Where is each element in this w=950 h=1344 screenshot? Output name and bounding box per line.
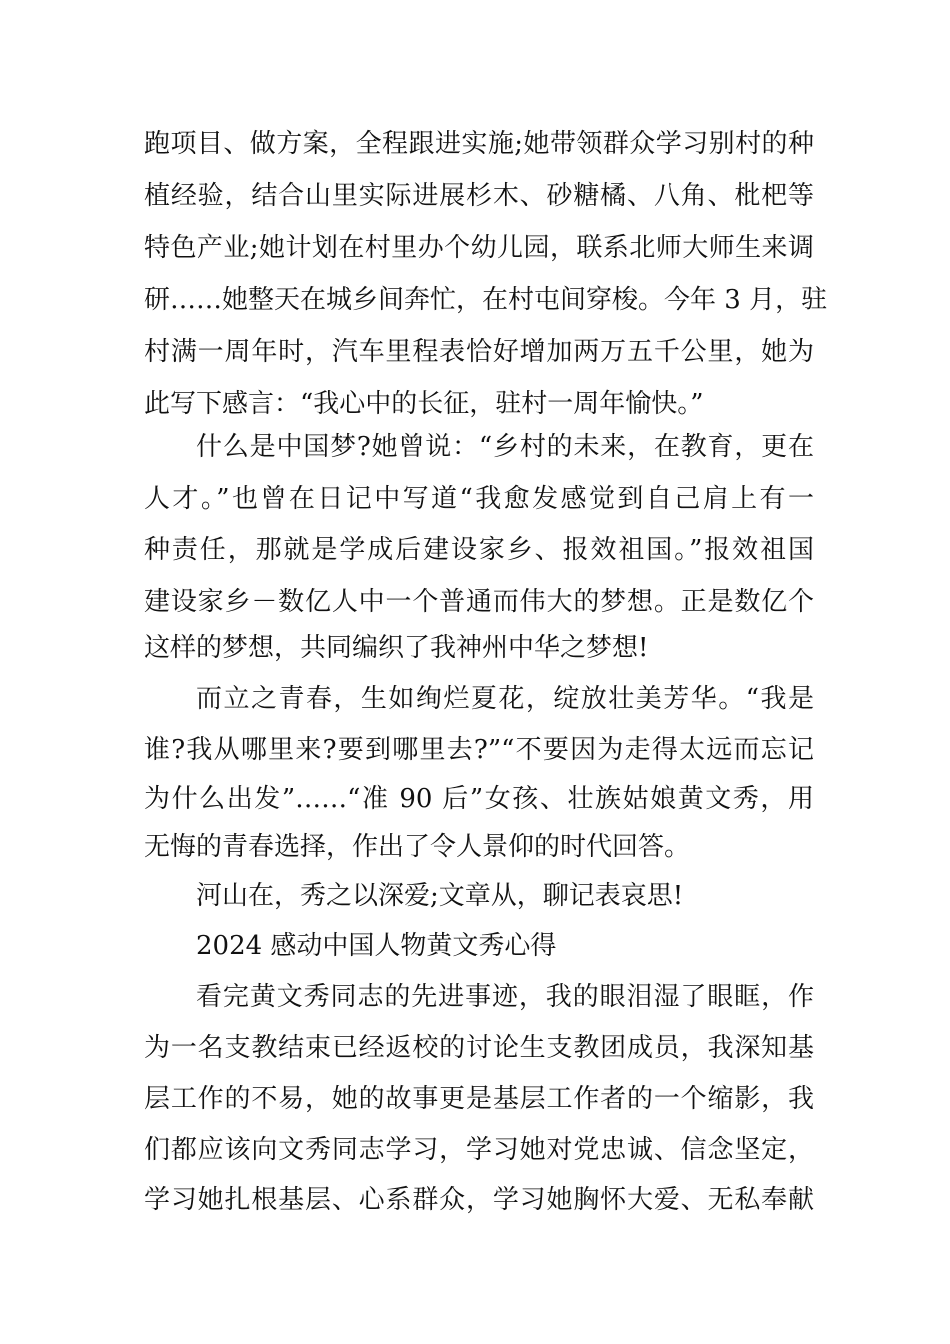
text-line: 这样的梦想，共同编织了我神州中华之梦想! <box>144 633 649 663</box>
paragraph-first-line: 而立之青春，生如绚烂夏花，绽放壮美芳华。“我是 <box>196 684 814 714</box>
text-line: 学习她扎根基层、心系群众，学习她胸怀大爱、无私奉献 <box>144 1185 814 1215</box>
text-line: 此写下感言：“我心中的长征，驻村一周年愉快。” <box>144 389 704 419</box>
text-line: 村满一周年时，汽车里程表恰好增加两万五千公里，她为 <box>144 337 814 367</box>
text-line: 建设家乡－数亿人中一个普通而伟大的梦想。正是数亿个 <box>144 587 814 617</box>
text-line: 们都应该向文秀同志学习，学习她对党忠诚、信念坚定， <box>144 1135 814 1165</box>
text-line: 人才。”也曾在日记中写道“我愈发感觉到自己肩上有一 <box>144 484 814 514</box>
text-line: 谁?我从哪里来?要到哪里去?”“不要因为走得太远而忘记 <box>144 735 814 765</box>
text-line: 为什么出发”……“准 90 后”女孩、壮族姑娘黄文秀，用 <box>144 784 814 814</box>
text-line: 无悔的青春选择，作出了令人景仰的时代回答。 <box>144 832 691 862</box>
paragraph-first-line: 看完黄文秀同志的先进事迹，我的眼泪湿了眼眶，作 <box>196 982 814 1012</box>
text-line: 为一名支教结束已经返校的讨论生支教团成员，我深知基 <box>144 1033 814 1063</box>
text-line: 研……她整天在城乡间奔忙，在村屯间穿梭。今年 3 月，驻 <box>144 285 828 315</box>
text-line: 层工作的不易，她的故事更是基层工作者的一个缩影，我 <box>144 1084 814 1114</box>
text-line: 植经验，结合山里实际进展杉木、砂糖橘、八角、枇杷等 <box>144 181 814 211</box>
section-heading: 2024 感动中国人物黄文秀心得 <box>196 931 557 961</box>
paragraph-first-line: 什么是中国梦?她曾说：“乡村的未来，在教育，更在 <box>196 432 814 462</box>
text-line: 特色产业;她计划在村里办个幼儿园，联系北师大师生来调 <box>144 233 814 263</box>
text-line: 跑项目、做方案，全程跟进实施;她带领群众学习别村的种 <box>144 129 814 159</box>
text-line: 种责任，那就是学成后建设家乡、报效祖国。”报效祖国 <box>144 535 814 565</box>
paragraph-line: 河山在，秀之以深爱;文章从，聊记表哀思! <box>196 881 684 911</box>
